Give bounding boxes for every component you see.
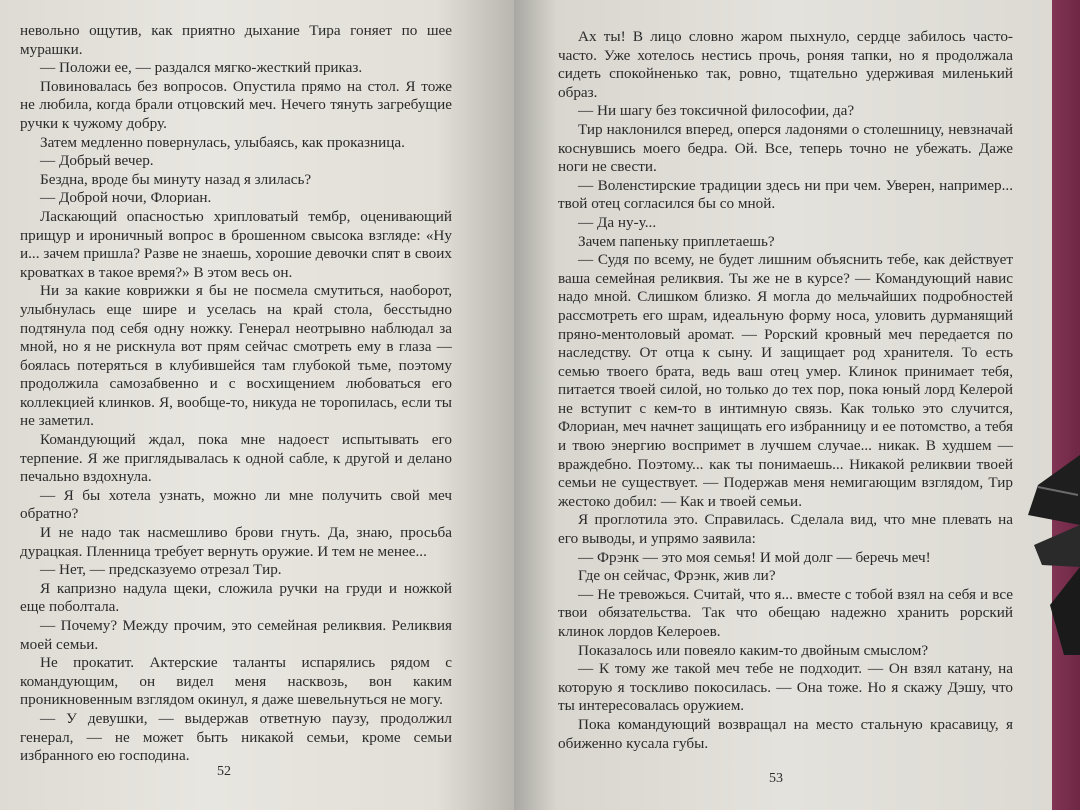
- paragraph: — Я бы хотела узнать, можно ли мне получить свой меч обратно?: [20, 486, 452, 523]
- paragraph: — Ни шагу без токсичной философии, да?: [578, 102, 855, 120]
- paragraph: Не прокатит. Актерские таланты испарялись рядом с командующим, он видел меня насквозь, вон каким проникновенным взглядом окинул, я даже шевельнуться не могу.: [20, 654, 452, 709]
- left-page-number: 52: [217, 764, 231, 779]
- paragraph: — Да ну-у...: [578, 213, 657, 231]
- paragraph: Затем медленно повернулась, улыбаясь, как проказница.: [40, 133, 405, 151]
- paragraph: — У девушки, — выдержав ответную паузу, продолжил генерал, — не может быть никакой семьи, кроме семьи избранного ею господина.: [20, 709, 452, 765]
- paragraph: — Добрый вечер.: [40, 152, 154, 170]
- paragraph: Я капризно надула щеки, сложила ручки на груди и ножкой еще поболтала.: [20, 579, 452, 616]
- paragraph: — Судя по всему, не будет лишним объяснить тебе, как действует ваша семейная реликвия. Ты же не в курсе? — Командующий навис надо мной. Слишком близко. Я могла до мельчайших подробностей рассмотреть его шрам, идеальную форму носа, уловить дурманящий пряно-ментоловый аромат. — Рорский кровный меч передается по наследству. От отца к сыну. И защищает род хранителя. То есть семью твоего брата, ведь ваш отец умер. Клинок принимает тебя, питается твоей силой, но только до тех пор, пока юный лорд Келерой не вступит с кем-то в интимную связь. Как только это случится, Флориан, меч начнет защищать его избранницу и ее потомство, а тебя и твою энергию воспримет в лучшем случае... никак. В худшем — враждебно. Поэтому... как ты понимаешь... Никакой реликвии твоей семьи не существует. — Подержав меня немигающим взглядом, Тир жестоко добил: — Как и твоей семьи.: [558, 251, 1013, 510]
- paragraph: Я проглотила это. Справилась. Сделала вид, что мне плевать на его выводы, и упрямо заявила:: [558, 511, 1013, 548]
- paragraph: Бездна, вроде бы минуту назад я злилась?: [40, 170, 312, 188]
- left-page-text: [20, 22, 452, 766]
- paragraph: И не надо так насмешливо брови гнуть. Да, знаю, просьба дурацкая. Пленница требует вернуть оружие. И тем не менее...: [20, 524, 452, 560]
- paragraph: — Нет, — предсказуемо отрезал Тир.: [40, 561, 282, 579]
- right-page-number: 53: [769, 771, 783, 786]
- paragraph: — Доброй ночи, Флориан.: [40, 189, 212, 207]
- paragraph: Пока командующий возвращал на место стальную красавицу, я обиженно кусала губы.: [558, 715, 1013, 752]
- paragraph: Тир наклонился вперед, оперся ладонями о столешницу, невзначай коснувшись моего бедра. Ой. Все, теперь точно не убежать. Даже ноги не свести.: [558, 120, 1013, 176]
- paragraph: — Положи ее, — раздался мягко-жесткий приказ.: [40, 59, 363, 77]
- paragraph: Командующий ждал, пока мне надоест испытывать его терпение. Я же приглядывалась к одной сабле, к другой и делано печально вздохнула.: [20, 431, 452, 486]
- paragraph: — Не тревожься. Считай, что я... вместе с тобой взял на себя и все твои обязательства. Так что обещаю надежно хранить рорский клинок лордов Келероев.: [558, 585, 1013, 640]
- paragraph: невольно ощутив, как приятно дыхание Тира гоняет по шее мурашки.: [20, 22, 452, 58]
- paragraph: Повиновалась без вопросов. Опустила прямо на стол. Я тоже не любила, когда брали отцовский меч. Нечего тянуть загребущие ручки к чужому добру.: [20, 77, 452, 132]
- paragraph: Ах ты! В лицо словно жаром пыхнуло, сердце забилось часто-часто. Уже хотелось нестись прочь, роняя тапки, но я продолжала сидеть спокойненько так, ровно, тщательно удерживая миленький образ.: [558, 28, 1013, 101]
- binder-clip-icon: [1020, 455, 1080, 655]
- paragraph: — Фрэнк — это моя семья! И мой долг — беречь меч!: [578, 548, 931, 566]
- paragraph: Где он сейчас, Фрэнк, жив ли?: [578, 567, 776, 585]
- paragraph: Показалось или повеяло каким-то двойным смыслом?: [578, 641, 929, 659]
- left-page: [0, 0, 514, 810]
- paragraph: — К тому же такой меч тебе не подходит. — Он взял катану, на которую я тоскливо покосилась. — Она тоже. Но я скажу Дэшу, что ты интересовалась оружием.: [558, 660, 1013, 715]
- paragraph: Ласкающий опасностью хрипловатый тембр, оценивающий прищур и ироничный вопрос в брошенном свысока взгляде: «Ну и... зачем пришла? Разве не знаешь, хорошие девочки спят в своих кроватках в такое время?» В этом весь он.: [20, 207, 452, 281]
- paragraph: — Почему? Между прочим, это семейная реликвия. Реликвия моей семьи.: [20, 617, 452, 653]
- right-page: [514, 0, 1052, 810]
- paragraph: — Воленстирские традиции здесь ни при чем. Уверен, например... твой отец согласился бы со мной.: [558, 176, 1013, 213]
- right-page-text: [558, 28, 1013, 753]
- paragraph: Зачем папеньку приплетаешь?: [578, 232, 775, 250]
- paragraph: Ни за какие коврижки я бы не посмела смутиться, наоборот, улыбнулась еще шире и уселась на край стола, бесстыдно подтянула под себя одну ножку. Генерал неотрывно наблюдал за мной, но я не рискнула вот прям сейчас смотреть ему в глаза — боялась потеряться в клубившейся там глубокой тьме, поэтому продолжила самозабвенно и с восхищением любоваться его коллекцией клинков. Я, вообще-то, никуда не торопилась, если ты не заметил.: [20, 282, 452, 430]
